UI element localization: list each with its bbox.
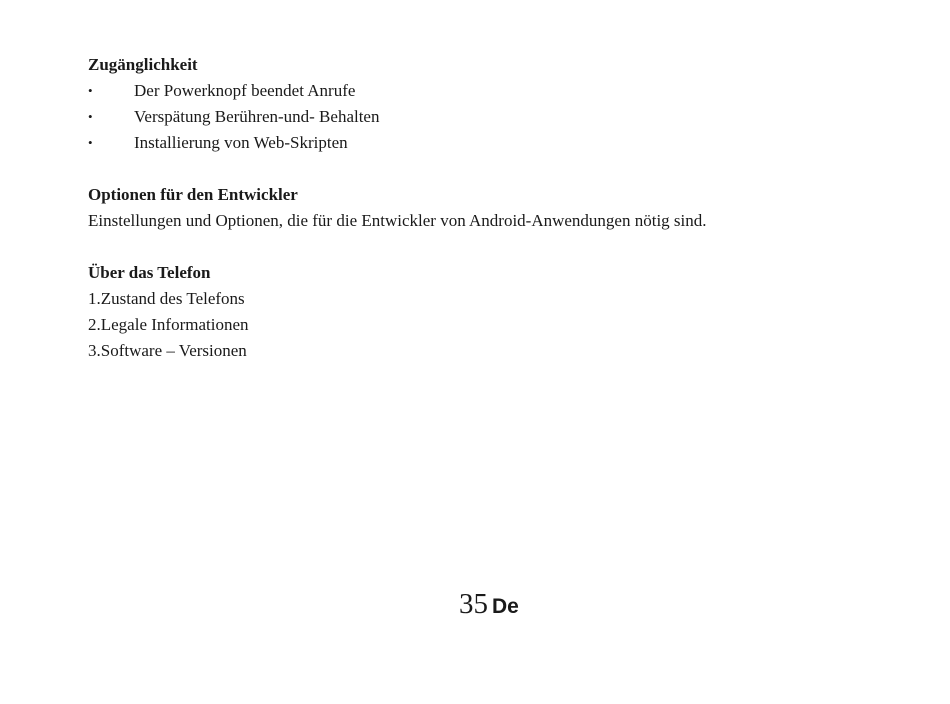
bullet-icon: • [88,83,93,98]
list-item: 2.Legale Informationen [88,315,249,334]
bullet-icon: • [88,135,93,150]
page-footer [459,588,519,628]
list-item: 1.Zustand des Telefons [88,289,245,308]
list-item [88,78,908,104]
list-item: 3.Software – Versionen [88,341,247,360]
developer-options-description: Einstellungen und Optionen, die für die Entwickler von Android-Anwendungen nötig sind. [88,211,707,230]
list-item-text: Installierung von Web-Skripten [134,133,348,152]
accessibility-heading: Zugänglichkeit [88,55,198,74]
page-number: 35 [459,588,488,620]
accessibility-list [88,78,908,156]
list-item-text: Der Powerknopf beendet Anrufe [134,81,356,100]
developer-options-heading: Optionen für den Entwickler [88,185,298,204]
list-item [88,104,908,130]
page-content [88,52,908,364]
list-item [88,130,908,156]
bullet-icon: • [88,109,93,124]
list-item-text: Verspätung Berühren-und- Behalten [134,107,380,126]
section-spacer [88,156,908,182]
about-phone-heading: Über das Telefon [88,263,211,282]
section-spacer [88,234,908,260]
language-code: De [492,595,519,618]
